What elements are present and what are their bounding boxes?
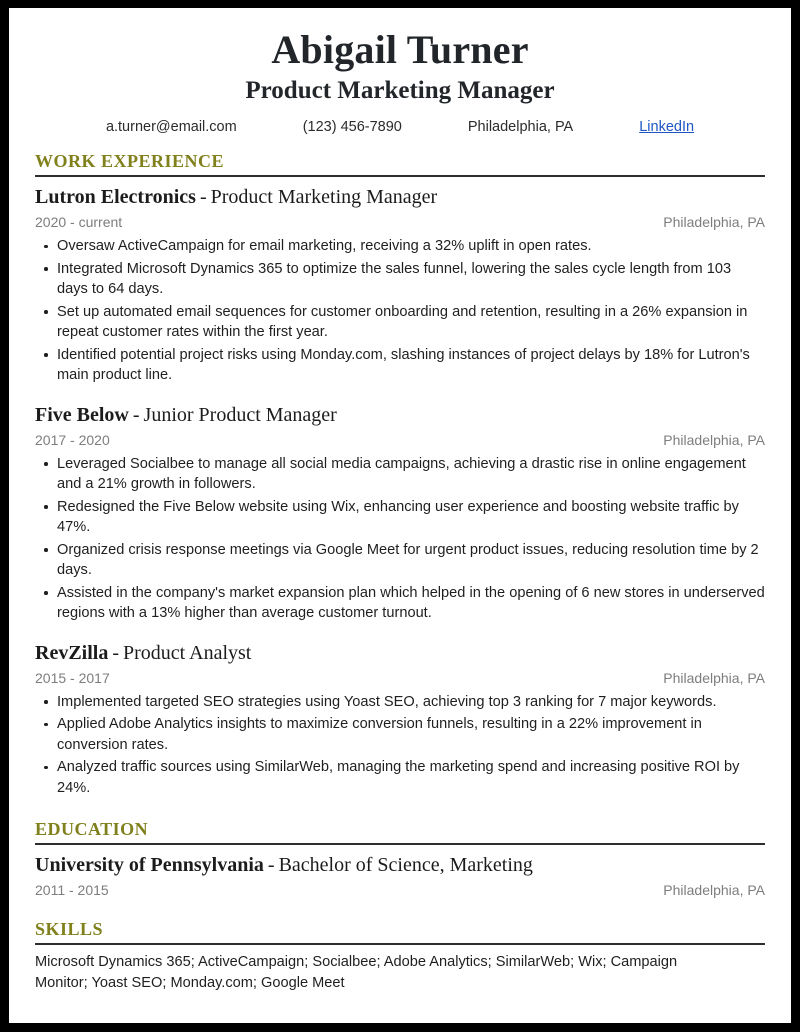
bullet-item: Redesigned the Five Below website using Wix, enhancing user experience and boosting website traffic by 47%. bbox=[35, 497, 765, 538]
resume-page bbox=[9, 8, 791, 1023]
work-entry-separator: - bbox=[132, 403, 140, 426]
section-divider bbox=[35, 943, 765, 945]
education-entry-institution: University of Pennsylvania bbox=[35, 854, 264, 876]
section-heading-work-experience: WORK EXPERIENCE bbox=[35, 151, 225, 171]
work-entry-dates: 2020 - current bbox=[35, 214, 123, 230]
skills-list: Microsoft Dynamics 365; ActiveCampaign; Socialbee; Adobe Analytics; SimilarWeb; Wix; Campaign Monitor; Yoast SEO; Monday.com; Google Meet bbox=[35, 954, 678, 991]
work-entry bbox=[35, 402, 765, 624]
work-entry-dates: 2017 - 2020 bbox=[35, 431, 110, 448]
work-entry-separator: - bbox=[112, 641, 120, 664]
bullet-item: Set up automated email sequences for customer onboarding and retention, resulting in a 26% expansion in repeat customer rates within the first year. bbox=[35, 302, 765, 343]
section-education bbox=[35, 818, 765, 900]
bullet-item: Analyzed traffic sources using SimilarWeb, managing the marketing spend and increasing positive ROI by 24%. bbox=[35, 757, 765, 798]
bullet-item: Applied Adobe Analytics insights to maximize conversion funnels, resulting in a 22% improvement in conversion rates. bbox=[35, 714, 765, 755]
work-entry-bullets bbox=[35, 692, 765, 799]
contact-row bbox=[35, 119, 765, 135]
work-entry-title-line bbox=[35, 184, 765, 210]
candidate-name: Abigail Turner bbox=[271, 27, 529, 72]
contact-linkedin-link[interactable]: LinkedIn bbox=[639, 119, 695, 135]
work-entry-bullets bbox=[35, 236, 765, 386]
bullet-item: Assisted in the company's market expansion plan which helped in the opening of 6 new stores in underserved regions with a 13% higher than average customer turnout. bbox=[35, 583, 765, 624]
work-entry-meta bbox=[35, 668, 765, 688]
education-entry-degree: Bachelor of Science, Marketing bbox=[278, 854, 533, 876]
work-entry-bullets bbox=[35, 454, 765, 624]
section-heading-skills: SKILLS bbox=[35, 919, 104, 939]
work-entry bbox=[35, 640, 765, 799]
education-entry-title-line bbox=[35, 852, 765, 878]
education-entry-dates: 2011 - 2015 bbox=[35, 882, 109, 898]
section-heading-education: EDUCATION bbox=[35, 819, 149, 839]
work-entry-organization: Five Below bbox=[35, 403, 129, 426]
education-entry-location: Philadelphia, PA bbox=[663, 882, 765, 898]
section-divider bbox=[35, 175, 765, 177]
section-skills bbox=[35, 918, 765, 993]
work-entry-location: Philadelphia, PA bbox=[663, 214, 765, 230]
work-entry-location: Philadelphia, PA bbox=[663, 669, 765, 686]
work-entry-role: Junior Product Manager bbox=[143, 403, 337, 426]
work-entry-role: Product Analyst bbox=[123, 641, 252, 664]
work-entry-meta bbox=[35, 430, 765, 450]
education-entry-meta bbox=[35, 880, 765, 900]
bullet-item: Identified potential project risks using Monday.com, slashing instances of project delays by 18% for Lutron's main product line. bbox=[35, 345, 765, 386]
resume-header bbox=[35, 26, 765, 135]
bullet-item: Leveraged Socialbee to manage all social media campaigns, achieving a drastic rise in online engagement and a 21% growth in followers. bbox=[35, 454, 765, 495]
work-entry-title-line bbox=[35, 640, 765, 666]
work-entry-organization: Lutron Electronics bbox=[35, 186, 196, 208]
work-entry-meta bbox=[35, 212, 765, 232]
contact-email[interactable]: a.turner@email.com bbox=[105, 119, 237, 135]
work-entry-organization: RevZilla bbox=[35, 641, 109, 664]
bullet-item: Oversaw ActiveCampaign for email marketing, receiving a 32% uplift in open rates. bbox=[35, 236, 765, 257]
work-entry-role: Product Marketing Manager bbox=[210, 186, 438, 208]
education-entry-separator: - bbox=[267, 854, 275, 876]
contact-phone[interactable]: (123) 456-7890 bbox=[302, 119, 402, 135]
section-work-experience bbox=[35, 150, 765, 798]
work-entry bbox=[35, 184, 765, 386]
bullet-item: Organized crisis response meetings via Google Meet for urgent product issues, reducing resolution time by 2 days. bbox=[35, 540, 765, 581]
work-entry-dates: 2015 - 2017 bbox=[35, 669, 110, 686]
section-divider bbox=[35, 843, 765, 845]
education-entry bbox=[35, 852, 765, 900]
work-entry-location: Philadelphia, PA bbox=[663, 431, 765, 448]
candidate-job-title: Product Marketing Manager bbox=[245, 77, 555, 104]
work-entry-title-line bbox=[35, 402, 765, 428]
work-entry-separator: - bbox=[199, 186, 207, 208]
contact-location: Philadelphia, PA bbox=[467, 119, 574, 135]
bullet-item: Implemented targeted SEO strategies using Yoast SEO, achieving top 3 ranking for 7 major keywords. bbox=[35, 692, 765, 713]
bullet-item: Integrated Microsoft Dynamics 365 to optimize the sales funnel, lowering the sales cycle length from 103 days to 64 days. bbox=[35, 259, 765, 300]
